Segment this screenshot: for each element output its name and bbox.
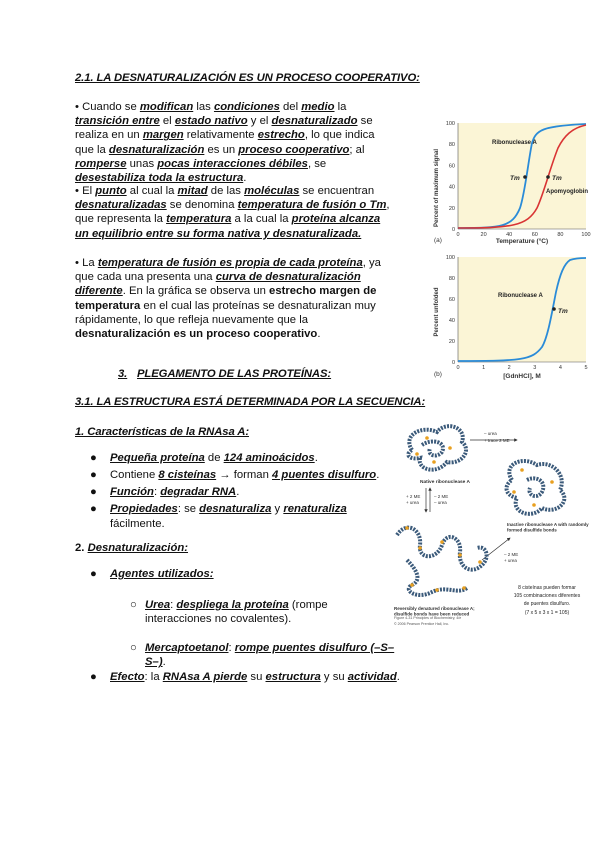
characteristic-run: 4 puentes disulfuro	[272, 469, 377, 481]
label-native: Native ribonuclease A	[420, 480, 470, 485]
para3-run: estrecho margen de temperatura	[75, 285, 377, 312]
inactive-disulfides	[512, 468, 554, 507]
urea-run: :	[170, 599, 177, 611]
label-tm-b: Tm	[558, 308, 568, 315]
y-ticks-a	[446, 121, 455, 233]
section-3-number: 3.	[118, 368, 128, 380]
y-tick-label: 80	[448, 142, 455, 149]
para1-run: transición entre	[75, 115, 160, 128]
merc-run: rompe puentes disulfuro (–S–S–)	[145, 642, 395, 669]
tm-point-apo	[546, 175, 550, 179]
denaturation-number: 2.	[75, 542, 88, 554]
characteristic-run: 8 cisteínas	[158, 469, 217, 481]
para2-run: proteína alcanza un equilibrio entre su forma nativa y desnaturalizada.	[75, 213, 381, 240]
x-tick-label: 5	[584, 365, 588, 371]
para3-run: temperatura de fusión es propia de cada proteína	[97, 257, 363, 269]
label-plus-urea-2: + urea	[504, 558, 517, 563]
para2-run: de las	[207, 185, 245, 197]
characteristics-heading: 1. Características de la RNAsa A:	[75, 426, 249, 438]
merc-run: :	[228, 642, 235, 654]
para1-run: del	[279, 101, 302, 113]
para3-run: , ya que cada una presenta una	[75, 257, 381, 284]
x-tick-label: 2	[507, 365, 511, 371]
para1-run: • Cuando se	[75, 101, 140, 113]
urea-item	[130, 598, 375, 626]
x-axis-label-b: [GdnHCl], M	[503, 373, 541, 380]
bullet-merc: ○	[130, 642, 137, 654]
characteristic-run: Contiene	[110, 469, 159, 481]
merc-run: Mercaptoetanol	[145, 642, 229, 654]
label-tm-ribo: Tm	[510, 175, 520, 182]
note-2: 105 combinaciones diferentes	[513, 593, 581, 599]
characteristic-run: .	[236, 486, 240, 498]
y-axis-label-a: Percent of maximum signal	[434, 148, 440, 228]
reduced-cysteines	[405, 526, 482, 592]
y-tick-label: 80	[448, 276, 455, 282]
efecto-run: Efecto	[110, 671, 145, 683]
x-tick-label: 4	[558, 365, 562, 371]
characteristic-item	[90, 502, 390, 531]
bullet-urea: ○	[130, 599, 137, 611]
label-reduced: Reversibly denatured ribonuclease A; disulfide bonds have been reduced	[394, 606, 475, 617]
para1-run: es un	[204, 143, 239, 156]
tm-point-b	[552, 307, 556, 311]
para1-run: margen	[142, 129, 184, 142]
panel-label-b: (b)	[434, 371, 442, 378]
para3-run: . En la gráfica se observa un	[122, 285, 270, 298]
label-plus-urea: + urea	[406, 500, 419, 505]
para1-run: condiciones	[213, 101, 280, 113]
efecto-run: actividad	[347, 671, 397, 683]
efecto-run: y su	[320, 671, 348, 683]
label-urea-top: – urea	[484, 431, 497, 436]
para1-run: estrecho	[257, 129, 305, 142]
para1-run: estado nativo	[174, 115, 248, 128]
characteristic-run: Propiedades	[110, 503, 178, 515]
y-tick-label: 0	[451, 360, 455, 366]
para1-run: .	[243, 172, 247, 185]
note-1: 8 cisteínas pueden formar	[518, 585, 576, 591]
section-2-1-heading: 2.1. LA DESNATURALIZACIÓN ES UN PROCESO COOPERATIVO:	[75, 72, 420, 84]
label-ribonuclease-a-b: Ribonuclease A	[498, 293, 543, 299]
para3-run: curva de desnaturalización diferente	[75, 271, 361, 298]
characteristic-run: y	[271, 503, 284, 515]
paragraph-melting-specific	[75, 256, 395, 341]
para1-run: ; al	[349, 143, 365, 156]
effect-text	[90, 670, 410, 684]
note-3: de puentes disulfuro.	[523, 601, 571, 607]
para3-run: .	[317, 328, 321, 341]
y-axis-label-b: Percent unfolded	[434, 287, 440, 337]
para1-run: la	[334, 101, 347, 113]
panel-label-a: (a)	[434, 237, 442, 244]
para2-run: mitad	[177, 185, 208, 197]
para1-run: unas	[126, 157, 158, 170]
label-minus-urea: – urea	[434, 500, 447, 505]
y-tick-label: 20	[448, 339, 455, 345]
label-inactive: Inactive ribonuclease A with randomly formed disulfide bonds	[507, 522, 589, 533]
plot-area-a	[458, 123, 586, 229]
efecto-run: : la	[144, 671, 163, 683]
para2-run: temperatura de fusión o Tm	[237, 199, 387, 212]
bullet-dot: ●	[90, 486, 97, 498]
bullet-effect: ●	[90, 671, 97, 683]
para1-run: desestabiliza toda la estructura	[75, 172, 244, 185]
characteristic-run: .	[376, 469, 380, 481]
characteristic-run: Pequeña proteína	[110, 452, 205, 464]
label-minus-me-2: – 2 ME	[504, 552, 519, 557]
para2-run: se encuentran	[299, 185, 375, 197]
y-tick-label: 40	[448, 184, 455, 191]
urea-run: Urea	[145, 599, 171, 611]
para1-run: proceso cooperativo	[238, 143, 350, 156]
para2-run: temperatura	[166, 213, 232, 226]
characteristic-run: de	[204, 452, 224, 464]
para2-run: punto	[95, 185, 127, 197]
y-tick-label: 20	[448, 205, 455, 212]
para1-run: modifican	[139, 101, 194, 113]
mercaptoethanol-item	[130, 641, 410, 669]
para1-run: las	[193, 101, 214, 113]
section-3-1-heading: 3.1. LA ESTRUCTURA ESTÁ DETERMINADA POR LA SECUENCIA:	[75, 396, 426, 408]
characteristic-run: .	[314, 452, 318, 464]
para2-run: moléculas	[244, 185, 300, 197]
bullet-dot: ●	[90, 452, 97, 464]
label-tm-apo: Tm	[552, 175, 562, 182]
para3-run: desnaturalización es un proceso cooperativo	[75, 328, 318, 341]
para1-run: , lo que indica que la	[75, 129, 375, 156]
x-axis-label-a: Temperature (°C)	[495, 238, 549, 245]
characteristic-run: Función	[110, 486, 154, 498]
characteristic-item	[90, 468, 390, 483]
characteristic-run: → forman	[216, 469, 273, 481]
para2-run: • El	[75, 185, 96, 197]
para2-run: al cual la	[126, 185, 178, 197]
label-ribonuclease-a: Ribonuclease A	[492, 140, 537, 146]
para1-run: , se	[307, 157, 327, 170]
characteristic-run: :	[153, 486, 161, 498]
figure-a-temperature-denaturation	[432, 118, 592, 248]
y-tick-label: 40	[448, 318, 455, 324]
x-tick-label: 0	[456, 232, 460, 238]
y-ticks-b	[446, 255, 455, 366]
label-plus-me: + 2 ME	[406, 494, 421, 499]
efecto-run: .	[396, 671, 400, 683]
efecto-run: estructura	[265, 671, 321, 683]
para3-run: • La	[75, 257, 98, 269]
para1-run: se realiza en un	[75, 115, 373, 142]
figure-c-ribonuclease-refolding	[392, 420, 592, 628]
efecto-run: RNAsa A pierde	[162, 671, 248, 683]
bullet-agents: ●	[90, 568, 97, 580]
para2-run: desnaturalizadas	[75, 199, 167, 212]
figure-b-gdnhcl-denaturation	[432, 252, 592, 384]
credit-1: Figure 4-31 Principles of Biochemistry, 4/e	[394, 616, 462, 620]
characteristic-run: renaturaliza	[283, 503, 347, 515]
x-tick-label: 1	[482, 365, 486, 371]
x-ticks-b	[456, 365, 587, 371]
bullet-dot: ●	[90, 503, 97, 515]
denaturation-title: Desnaturalización:	[87, 542, 189, 554]
characteristic-item	[90, 451, 390, 466]
characteristics-list	[90, 451, 390, 534]
denaturation-heading	[75, 542, 188, 554]
y-tick-label: 60	[448, 163, 455, 170]
urea-run: (rompe interacciones no covalentes).	[145, 599, 328, 626]
x-tick-label: 20	[480, 232, 487, 238]
urea-run: despliega la proteína	[176, 599, 289, 611]
note-4: (7 x 5 x 3 x 1 = 105)	[524, 610, 570, 616]
para1-run: romperse	[75, 157, 127, 170]
characteristic-run: degradar RNA	[160, 486, 237, 498]
characteristic-item	[90, 485, 390, 500]
x-tick-label: 60	[531, 232, 538, 238]
para2-run: , que representa la	[75, 199, 390, 226]
characteristic-run: desnaturaliza	[199, 503, 272, 515]
y-tick-label: 100	[445, 255, 455, 261]
para1-run: y el	[247, 115, 272, 128]
para1-run: desnaturalizado	[271, 115, 358, 128]
x-tick-label: 40	[506, 232, 513, 238]
para3-run: en el cual las proteínas se desnaturalizan muy rápidamente, lo que refleja nuevamente que la	[75, 299, 376, 326]
y-tick-label: 100	[445, 121, 455, 127]
x-tick-label: 0	[456, 365, 460, 371]
credit-2: © 2006 Pearson Prentice Hall, Inc.	[394, 622, 450, 626]
x-tick-label: 3	[533, 365, 537, 371]
characteristic-run: : se	[177, 503, 200, 515]
agents-label: Agentes utilizados:	[110, 568, 214, 580]
label-apomyoglobin: Apomyoglobin	[546, 189, 588, 195]
para1-run: medio	[301, 101, 335, 113]
x-tick-label: 80	[557, 232, 564, 238]
merc-text	[130, 641, 410, 669]
effect-item	[90, 670, 410, 684]
bullet-dot: ●	[90, 469, 97, 481]
characteristic-run: 124 aminoácidos	[223, 452, 315, 464]
urea-text	[130, 598, 375, 626]
label-minus-me: – 2 ME	[434, 494, 449, 499]
para1-run: desnaturalización	[108, 143, 205, 156]
para1-run: pocas interacciones débiles	[157, 157, 308, 170]
tm-point-ribo	[523, 175, 527, 179]
characteristic-run: fácilmente.	[110, 517, 165, 530]
para2-run: a la cual la	[231, 213, 292, 226]
efecto-run: su	[247, 671, 266, 683]
paragraph-melting-point	[75, 184, 395, 241]
paragraph-cooperative	[75, 100, 395, 185]
section-3-heading: PLEGAMENTO DE LAS PROTEÍNAS:	[137, 368, 332, 380]
para2-run: se denomina	[166, 199, 238, 212]
native-protein-coil	[408, 426, 466, 470]
para1-run: el	[159, 115, 175, 128]
native-protein-inner	[422, 441, 443, 455]
y-tick-label: 60	[448, 297, 455, 303]
label-me-top: + trace 2 ME	[484, 438, 510, 443]
y-tick-label: 0	[451, 227, 455, 233]
para1-run: relativamente	[183, 129, 258, 142]
merc-run: .	[162, 656, 166, 669]
x-tick-label: 100	[581, 232, 591, 238]
